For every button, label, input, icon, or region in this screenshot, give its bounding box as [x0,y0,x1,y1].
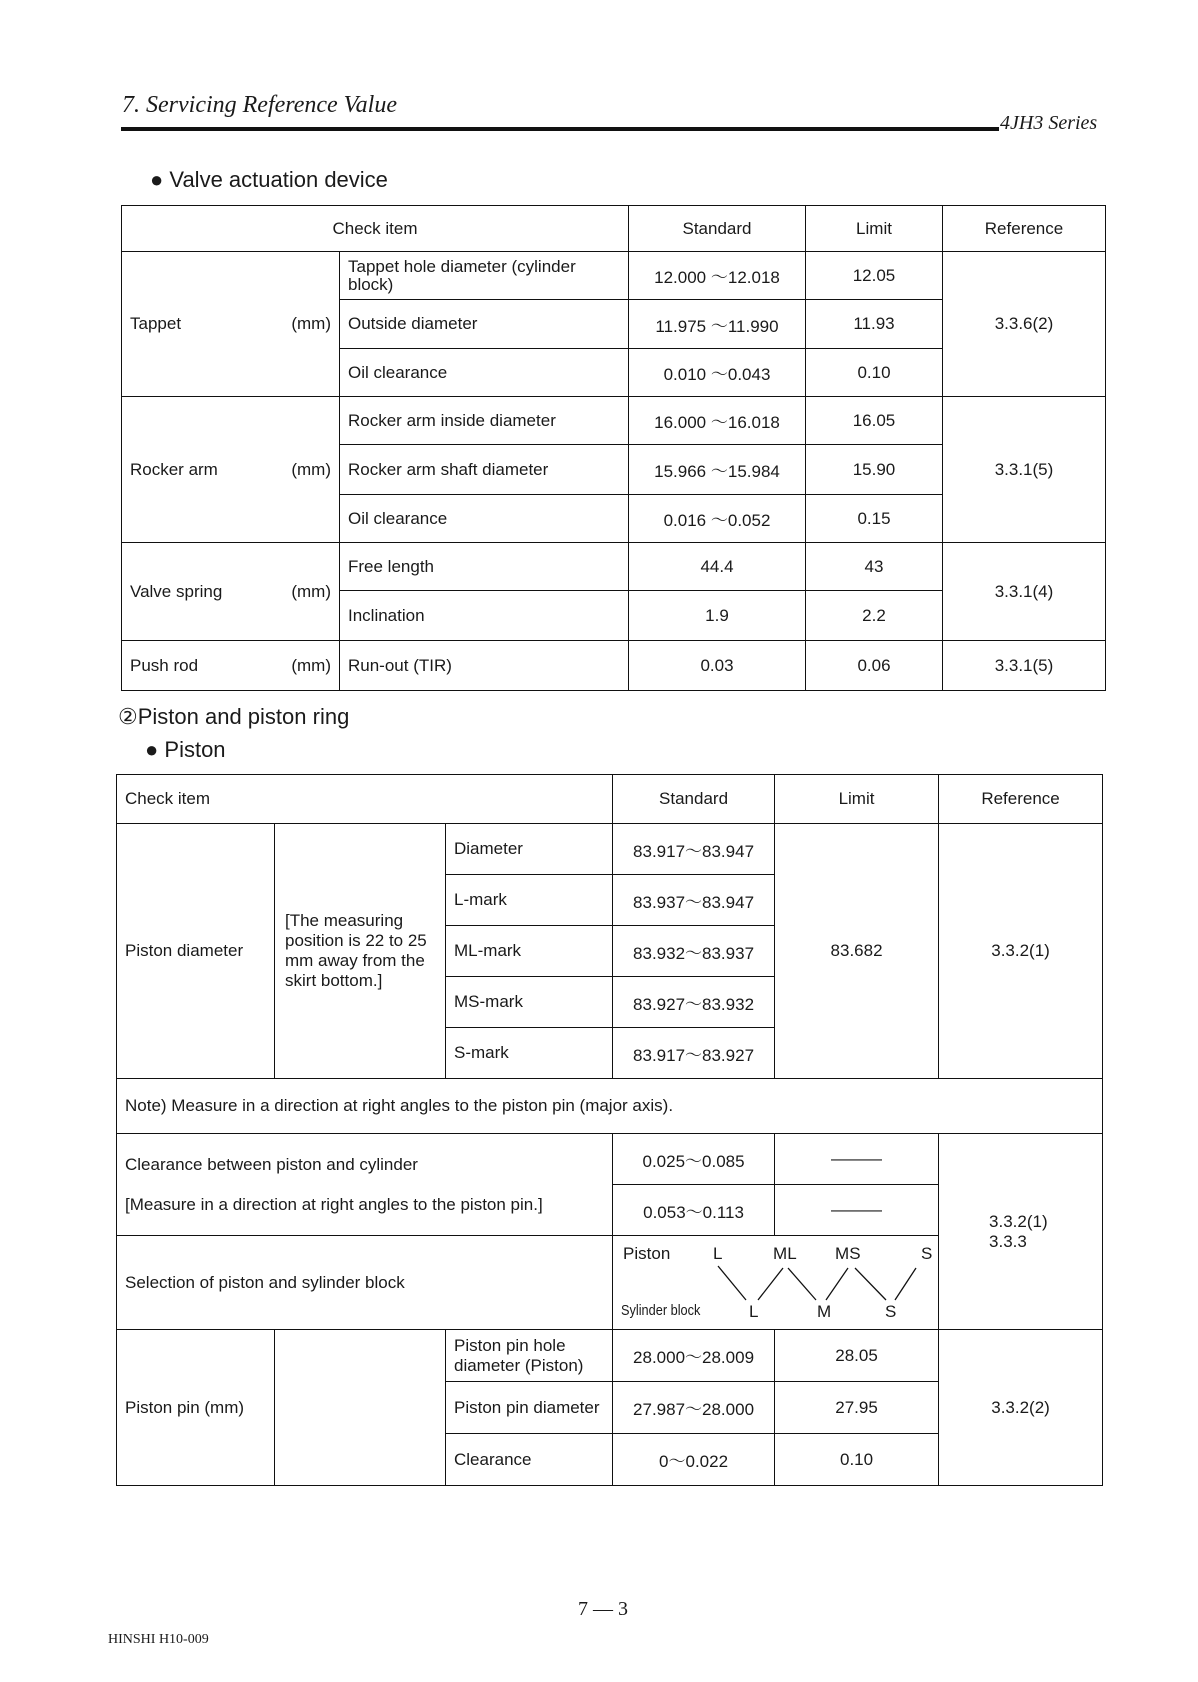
reference: 3.3.2(2) [939,1330,1103,1486]
piston-table [116,774,1103,1486]
series-label: 4JH3 Series [1000,112,1098,134]
link-line [788,1268,816,1300]
unit: (mm) [291,581,331,601]
unit: (mm) [291,655,331,675]
group-name: Rocker arm [130,459,218,479]
limit: 83.682 [775,824,939,1079]
col-limit: Limit [775,775,939,824]
link-line [855,1268,886,1300]
item: Oil clearance [340,495,629,543]
item: ML-mark [446,926,613,977]
group-name: Valve spring [130,581,223,601]
link-line [826,1268,848,1300]
col-reference: Reference [939,775,1103,824]
clearance-line2: [Measure in a direction at right angles to the piston pin.] [125,1194,543,1214]
item: MS-mark [446,977,613,1028]
limit: 16.05 [806,397,943,445]
valve-table [121,205,1106,691]
measuring-note: [The measuring position is 22 to 25 mm away from the skirt bottom.] [275,824,446,1079]
reference-line: 3.3.3 [989,1231,1027,1251]
chapter-title: 7. Servicing Reference Value [122,92,397,118]
empty-cell [275,1330,446,1486]
group-name: Tappet [130,314,182,333]
standard: 83.927～83.932 [613,977,775,1028]
item: Oil clearance [340,349,629,397]
clearance-label [117,1134,613,1236]
header-rule [121,127,999,131]
standard: 12.000 ～12.018 [629,252,806,300]
note: Note) Measure in a direction at right angles to the piston pin (major axis). [117,1079,1103,1134]
selection-diagram [613,1236,939,1330]
note-row [117,1079,1103,1134]
limit: 27.95 [775,1382,939,1434]
standard: 28.000～28.009 [613,1330,775,1382]
item: L-mark [446,875,613,926]
col-standard: Standard [629,206,806,252]
group-label [122,397,340,543]
limit: ——— [775,1185,939,1236]
col-limit: Limit [806,206,943,252]
table-row [117,824,1103,875]
item: Tappet hole diameter (cylinder block) [340,252,629,300]
piston-heading: ● Piston [145,737,226,762]
table-row [122,641,1106,691]
standard: 0～0.022 [613,1434,775,1486]
standard: 83.932～83.937 [613,926,775,977]
group-name: Piston diameter [117,824,275,1079]
limit: 15.90 [806,445,943,495]
piston-mark: ML [773,1244,797,1263]
table-row [122,543,1106,591]
valve-heading: ● Valve actuation device [150,167,388,192]
standard: 0.025～0.085 [613,1134,775,1185]
link-line [895,1268,916,1300]
piston-label: Piston [623,1244,671,1263]
section-heading: ②Piston and piston ring [118,704,350,729]
group-label [122,543,340,641]
page-number: 7 — 3 [578,1598,628,1620]
group-label [122,641,340,691]
selection-lines [613,1236,939,1328]
standard: 16.000 ～16.018 [629,397,806,445]
unit: (mm) [291,314,331,333]
item: Piston pin diameter [446,1382,613,1434]
item: Piston pin hole diameter (Piston) [446,1330,613,1382]
limit: 0.10 [775,1434,939,1486]
reference: 3.3.1(5) [943,641,1106,691]
clearance-line1: Clearance between piston and cylinder [125,1154,418,1174]
table-row [122,252,1106,300]
reference: 3.3.1(4) [943,543,1106,641]
piston-mark: S [921,1244,933,1263]
reference: 3.3.6(2) [943,252,1106,397]
standard: 0.010 ～0.043 [629,349,806,397]
table-row [122,397,1106,445]
block-mark: M [817,1302,832,1321]
item: S-mark [446,1028,613,1079]
block-mark: S [885,1302,897,1321]
col-check-item: Check item [122,206,629,252]
standard: 27.987～28.000 [613,1382,775,1434]
limit: 11.93 [806,300,943,349]
piston-mark: L [713,1244,723,1263]
table-row [117,1330,1103,1382]
col-reference: Reference [943,206,1106,252]
block-label: Sylinder block [621,1302,701,1319]
table-row [117,1134,1103,1185]
limit: 28.05 [775,1330,939,1382]
limit: 12.05 [806,252,943,300]
standard: 83.917～83.947 [613,824,775,875]
col-check-item: Check item [117,775,613,824]
item: Inclination [340,591,629,641]
limit: 0.10 [806,349,943,397]
link-line [718,1266,746,1300]
standard: 15.966 ～15.984 [629,445,806,495]
limit: ——— [775,1134,939,1185]
document-code: HINSHI H10-009 [108,1632,209,1647]
reference [939,1134,1103,1330]
link-line [758,1268,783,1300]
table-header [122,206,1106,252]
item: Rocker arm shaft diameter [340,445,629,495]
item: Rocker arm inside diameter [340,397,629,445]
col-standard: Standard [613,775,775,824]
limit: 0.15 [806,495,943,543]
table-header [117,775,1103,824]
standard: 0.03 [629,641,806,691]
group-label [122,252,340,397]
piston-mark: MS [835,1244,861,1263]
standard: 83.937～83.947 [613,875,775,926]
standard: 1.9 [629,591,806,641]
item: Free length [340,543,629,591]
standard: 0.016 ～0.052 [629,495,806,543]
group-name: Push rod [130,655,199,675]
reference: 3.3.2(1) [939,824,1103,1079]
item: Run-out (TIR) [340,641,629,691]
selection-label: Selection of piston and sylinder block [117,1236,613,1330]
item: Clearance [446,1434,613,1486]
standard: 83.917～83.927 [613,1028,775,1079]
reference: 3.3.1(5) [943,397,1106,543]
item: Outside diameter [340,300,629,349]
block-mark: L [749,1302,759,1321]
unit: (mm) [291,459,331,479]
group-name: Piston pin (mm) [117,1330,275,1486]
standard: 44.4 [629,543,806,591]
limit: 43 [806,543,943,591]
limit: 0.06 [806,641,943,691]
standard: 0.053～0.113 [613,1185,775,1236]
limit: 2.2 [806,591,943,641]
standard: 11.975 ～11.990 [629,300,806,349]
reference-line: 3.3.2(1) [989,1211,1048,1231]
item: Diameter [446,824,613,875]
